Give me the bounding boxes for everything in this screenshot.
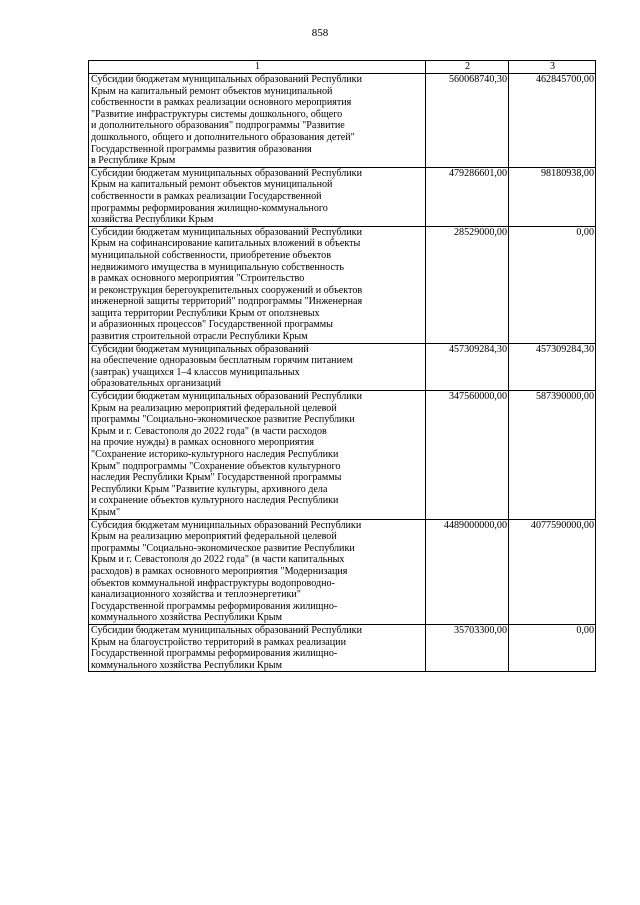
row-value-col2: 4489000000,00 — [426, 519, 509, 624]
table-header-row — [89, 61, 596, 74]
row-value-col2: 479286601,00 — [426, 167, 509, 226]
table-row — [89, 343, 596, 390]
row-value-col3: 0,00 — [509, 624, 596, 671]
row-description: Субсидии бюджетам муниципальных образований Республики Крым на благоустройство территорий в рамках реализации Государственной программы реформирования жилищно- коммунального хозяйства Республики Крым — [89, 624, 426, 671]
row-value-col3: 462845700,00 — [509, 74, 596, 168]
column-header-2: 2 — [426, 61, 509, 74]
row-value-col2: 347560000,00 — [426, 391, 509, 520]
row-description: Субсидии бюджетам муниципальных образований Республики Крым на капитальный ремонт объектов муниципальной собственности в рамках реализации Государственной программы реформирования жилищно-коммунального хозяйства Республики Крым — [89, 167, 426, 226]
table-row — [89, 519, 596, 624]
row-description: Субсидии бюджетам муниципальных образований Республики Крым на софинансирование капитальных вложений в объекты муниципальной собственности, приобретение объектов недвижимого имущества в муниципальную собственность в рамках основного мероприятия "Строительство и реконструкция берегоукрепительных сооружений и объектов инженерной защиты территорий" подпрограммы "Инженерная защита территории Республики Крым от оползневых и абразионных процессов" Государственной программы развития строительной отрасли Республики Крым — [89, 226, 426, 343]
row-value-col3: 587390000,00 — [509, 391, 596, 520]
row-value-col2: 457309284,30 — [426, 343, 509, 390]
column-header-1: 1 — [89, 61, 426, 74]
row-value-col2: 28529000,00 — [426, 226, 509, 343]
row-value-col2: 560068740,30 — [426, 74, 509, 168]
row-value-col2: 35703300,00 — [426, 624, 509, 671]
row-value-col3: 457309284,30 — [509, 343, 596, 390]
subsidies-table — [88, 60, 596, 672]
table-row — [89, 624, 596, 671]
page-number: 858 — [311, 27, 329, 39]
row-value-col3: 4077590000,00 — [509, 519, 596, 624]
column-header-3: 3 — [509, 61, 596, 74]
row-description: Субсидии бюджетам муниципальных образований Республики Крым на реализацию мероприятий федеральной целевой программы "Социально-экономическое развитие Республики Крым и г. Севастополя до 2022 года" (в части расходов на прочие нужды) в рамках основного мероприятия "Сохранение историко-культурного наследия Республики Крым" подпрограммы "Сохранение объектов культурного наследия Республики Крым" Государственной программы Республики Крым "Развитие культуры, архивного дела и сохранение объектов культурного наследия Республики Крым" — [89, 391, 426, 520]
row-description: Субсидия бюджетам муниципальных образований Республики Крым на реализацию мероприятий федеральной целевой программы "Социально-экономическое развитие Республики Крым и г. Севастополя до 2022 года" (в части капитальных расходов) в рамках основного мероприятия "Модернизация объектов коммунальной инфраструктуры водопроводно- канализационного хозяйства и теплоэнергетики" Государственной программы реформирования жилищно- коммунального хозяйства Республики Крым — [89, 519, 426, 624]
table-row — [89, 167, 596, 226]
table-row — [89, 391, 596, 520]
row-value-col3: 0,00 — [509, 226, 596, 343]
row-description: Субсидии бюджетам муниципальных образований на обеспечение одноразовым бесплатным горячим питанием (завтрак) учащихся 1–4 классов муниципальных образовательных организаций — [89, 343, 426, 390]
table-row — [89, 74, 596, 168]
row-description: Субсидии бюджетам муниципальных образований Республики Крым на капитальный ремонт объектов муниципальной собственности в рамках реализации основного мероприятия "Развитие инфраструктуры системы дошкольного, общего и дополнительного образования" подпрограммы "Развитие дошкольного, общего и дополнительного образования детей" Государственной программы развития образования в Республике Крым — [89, 74, 426, 168]
table-row — [89, 226, 596, 343]
row-value-col3: 98180938,00 — [509, 167, 596, 226]
